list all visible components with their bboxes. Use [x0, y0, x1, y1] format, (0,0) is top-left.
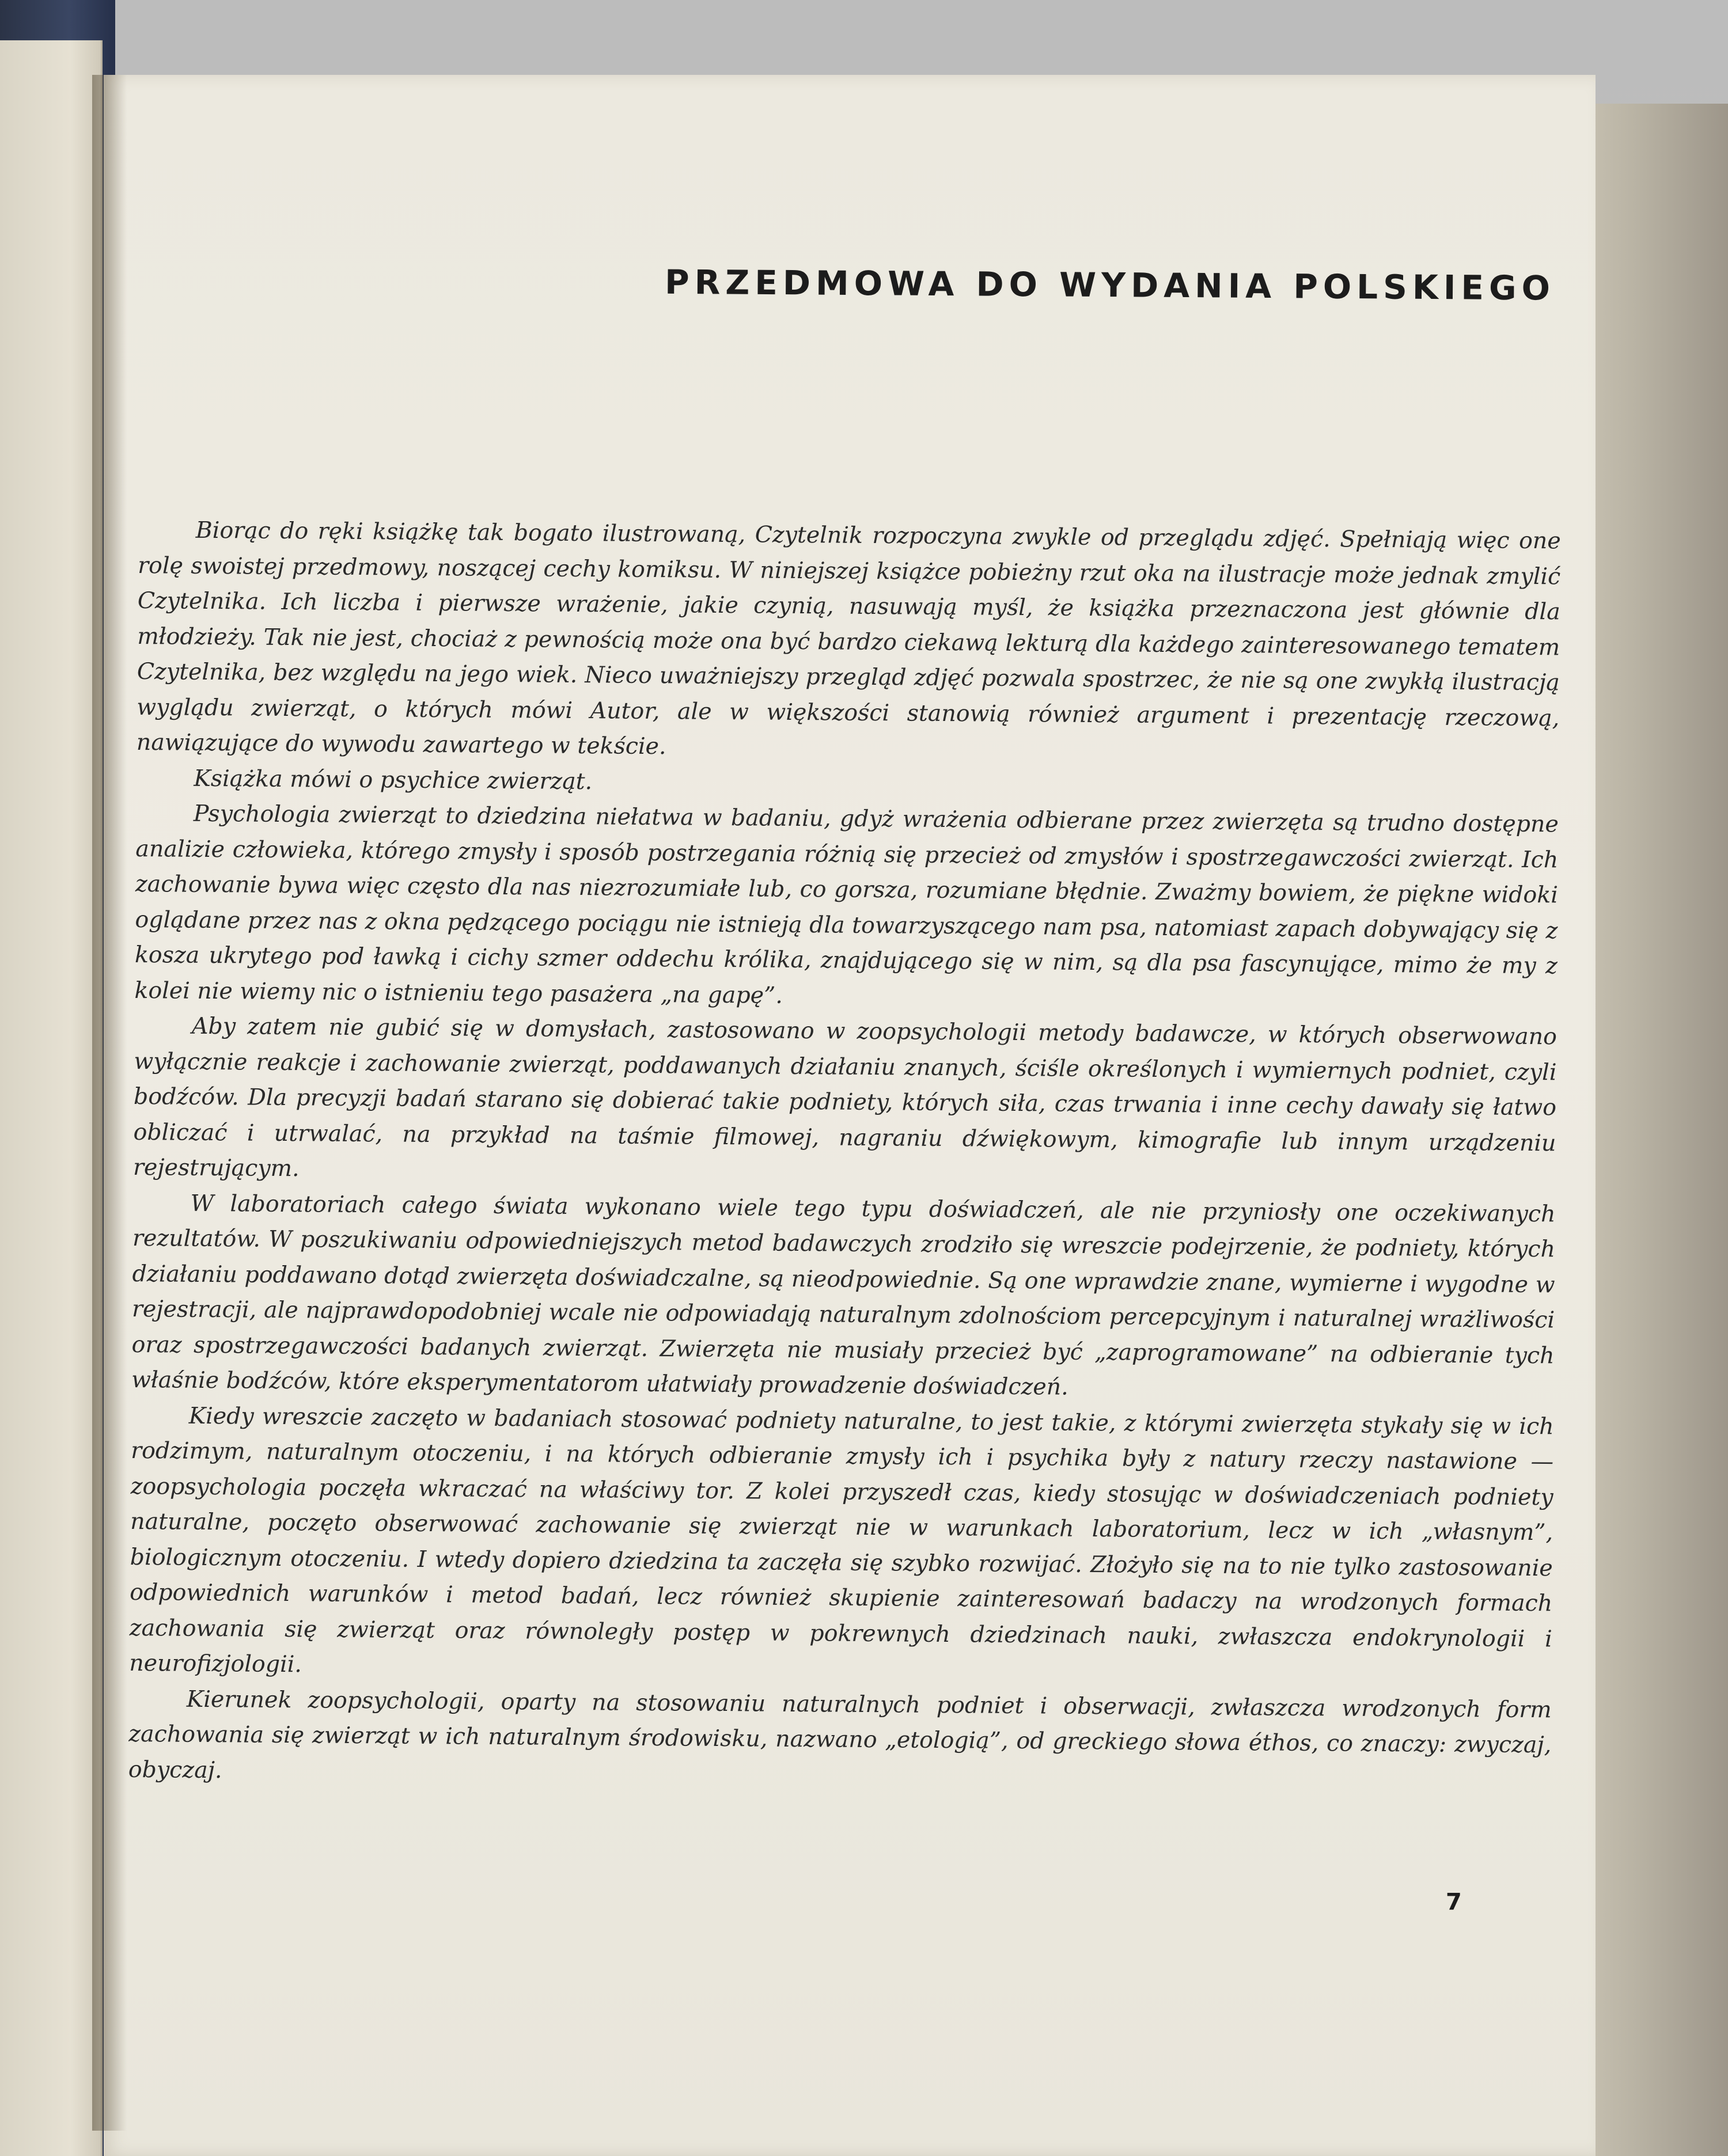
- book-page: [104, 75, 1596, 2156]
- page-stack-edge: [1578, 104, 1728, 2156]
- page-title: PRZEDMOWA DO WYDANIA POLSKIEGO: [664, 262, 1556, 308]
- paragraph: Kierunek zoopsychologii, oparty na stosowaniu naturalnych podniet i obserwacji, zwłaszcza wrodzonych form zachowania się zwierząt w ich naturalnym środowisku, nazwano „etologią”, od greckiego słowa éthos, co znaczy: zwyczaj, obyczaj.: [128, 1686, 1552, 1783]
- paragraph: Psychologia zwierząt to dziedzina niełatwa w badaniu, gdyż wrażenia odbierane przez zwierzęta są trudno dostępne analizie człowieka, którego zmysły i sposób postrzegania różnią się przecież od zmysłów i spostrzegawczości zwierząt. Ich zachowanie bywa więc często dla nas niezrozumiałe lub, co gorsza, rozumiane błędnie. Zważmy bowiem, że piękne widoki oglądane przez nas z okna pędzącego pociągu nie istnieją dla towarzyszącego nam psa, natomiast zapach dobywający się z kosza ukrytego pod ławką i cichy szmer oddechu królika, znajdującego się w nim, są dla psa fascynujące, mimo że my z kolei nie wiemy nic o istnieniu tego pasażera „na gapę”.: [134, 800, 1559, 1009]
- page-number: 7: [1446, 1889, 1462, 1915]
- paragraph: W laboratoriach całego świata wykonano wiele tego typu doświadczeń, ale nie przyniosły one oczekiwanych rezultatów. W poszukiwaniu odpowiedniejszych metod badawczych zrodziło się wreszcie podejrzenie, że podniety, których działaniu poddawano dotąd zwierzęta doświadczalne, są nieodpowiednie. Są one wprawdzie znane, wymierne i wygodne w rejestracji, ale najprawdopodobniej wcale nie odpowiadają naturalnym zdolnościom percepcyjnym i naturalnej wrażliwości oraz spostrzegawczości badanych zwierząt. Zwierzęta nie musiały przecież być „zaprogramowane” na odbieranie tych właśnie bodźców, które eksperymentatorom ułatwiały prowadzenie doświadczeń.: [131, 1190, 1556, 1400]
- paragraph: Kiedy wreszcie zaczęto w badaniach stosować podniety naturalne, to jest takie, z którymi zwierzęta stykały się w ich rodzimym, naturalnym otoczeniu, i na których odbieranie zmysły ich i psychika były z natury rzeczy nastawione — zoopsychologia poczęła wkraczać na właściwy tor. Z kolei przyszedł czas, kiedy stosując w doświadczeniach podniety naturalne, poczęto obserwować zachowanie się zwierząt nie w warunkach laboratorium, lecz w ich „własnym”, biologicznym otoczeniu. I wtedy dopiero dziedzina ta zaczęła się szybko rozwijać. Złożyło się na to nie tylko zastosowanie odpowiednich warunków i metod badań, lecz również skupienie zainteresowań badaczy na wrodzonych formach zachowania się zwierząt oraz równoległy postęp w pokrewnych dziedzinach nauki, zwłaszcza endokrynologii i neurofizjologii.: [129, 1402, 1554, 1678]
- gutter-shadow: [92, 75, 127, 2131]
- paragraph: Biorąc do ręki książkę tak bogato ilustrowaną, Czytelnik rozpoczyna zwykle od przeglądu zdjęć. Spełniają więc one rolę swoistej przedmowy, noszącej cechy komiksu. W niniejszej książce pobieżny rzut oka na ilustracje może jednak zmylić Czytelnika. Ich liczba i pierwsze wrażenie, jakie czynią, nasuwają myśl, że książka przeznaczona jest głównie dla młodzieży. Tak nie jest, chociaż z pewnością może ona być bardzo ciekawą lekturą dla każdego zainteresowanego tematem Czytelnika, bez względu na jego wiek. Nieco uważniejszy przegląd zdjęć pozwala spostrzec, że nie są one zwykłą ilustracją wyglądu zwierząt, o których mówi Autor, ale w większości stanowią również argument i prezentację rzeczową, nawiązujące do wywodu zawartego w tekście.: [136, 517, 1561, 760]
- body-text: [128, 513, 1561, 1798]
- paragraph: Aby zatem nie gubić się w domysłach, zastosowano w zoopsychologii metody badawcze, w których obserwowano wyłącznie reakcje i zachowanie zwierząt, poddawanych działaniu znanych, ściśle określonych i wymiernych podniet, czyli bodźców. Dla precyzji badań starano się dobierać takie podniety, których siła, czas trwania i inne cechy dawały się łatwo obliczać i utrwalać, na przykład na taśmie filmowej, nagraniu dźwiękowym, kimografie lub innym urządzeniu rejestrującym.: [132, 1012, 1558, 1182]
- left-page-edge: [0, 40, 103, 2156]
- paragraph: Książka mówi o psychice zwierząt.: [194, 765, 593, 795]
